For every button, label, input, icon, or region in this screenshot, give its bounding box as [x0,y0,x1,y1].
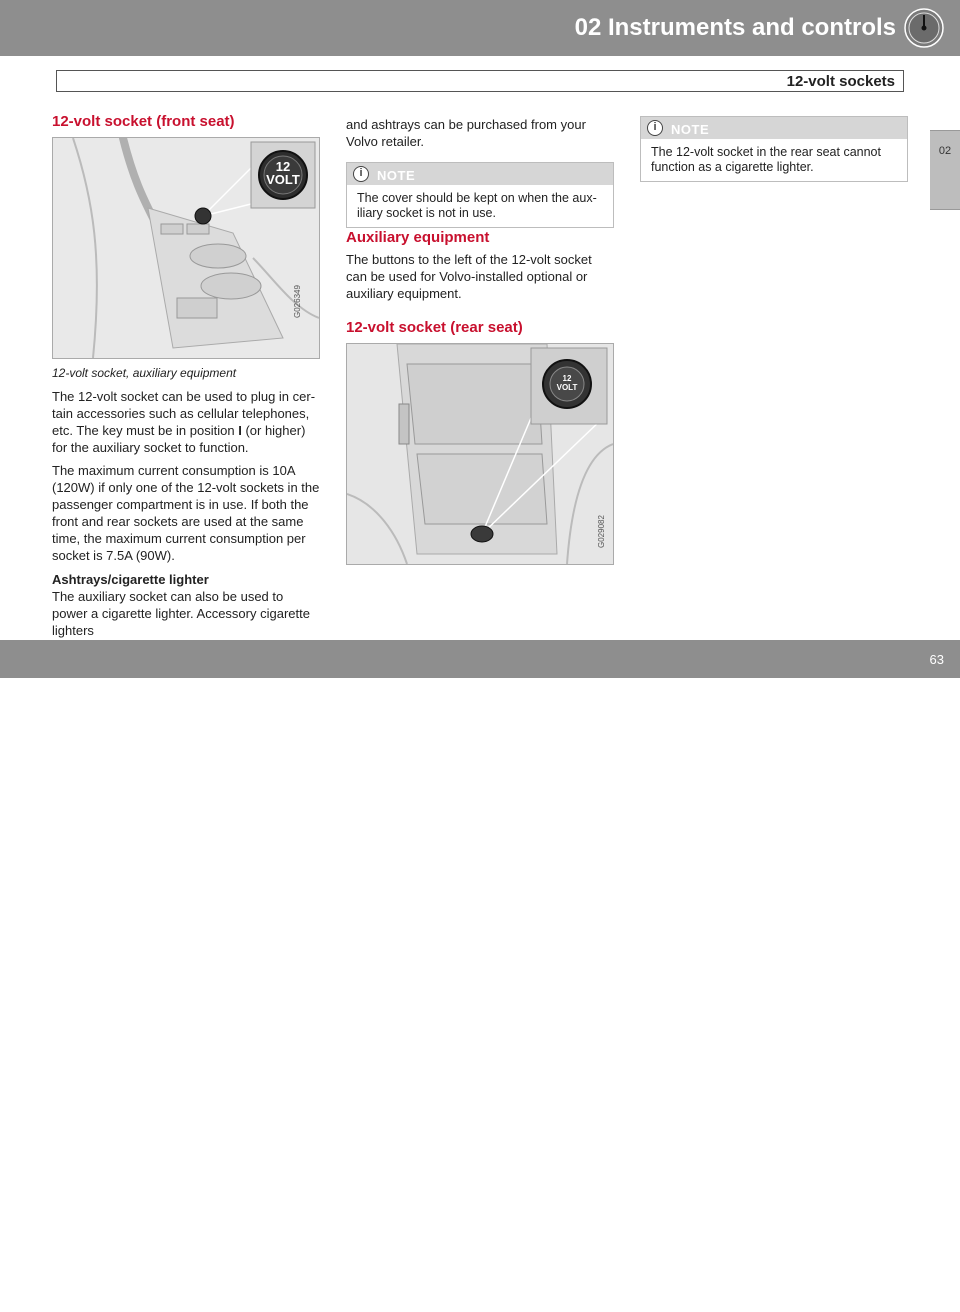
page-number: 63 [929,652,944,667]
rear-socket-heading: 12-volt socket (rear seat) [346,319,523,336]
cover-note [346,162,614,228]
rear-badge-line1: 12 [562,374,572,383]
note-header [641,117,907,139]
front-paragraph-1 [52,388,320,456]
info-icon: i [647,120,663,136]
note-header [347,163,613,185]
ashtray-subheading: Ashtrays/cigarette lighter [52,572,209,587]
front-paragraph-1-b: (or higher) for the auxiliary socket to function. [52,423,306,455]
rear-badge-line2: VOLT [556,383,578,392]
note-title: NOTE [377,168,416,183]
section-title: 12-volt sockets [786,73,895,90]
front-socket-figure [52,137,320,359]
chapter-title: 02 Instruments and controls [574,14,896,41]
section-header [56,70,904,92]
front-badge-line1: 12 [275,159,291,174]
rear-socket-figure [346,343,614,565]
key-position: I [238,423,242,438]
column-2 [346,112,614,565]
auxiliary-heading: Auxiliary equipment [346,229,490,246]
note-title: NOTE [671,122,710,137]
gauge-icon [902,6,946,50]
header-bar [0,0,960,56]
note-body: The cover should be kept on when the aux-iliary socket is not in use. [357,191,597,220]
rear-figure-code: G029082 [597,515,606,548]
watermark: carmanualsonline.info [560,1286,785,1311]
front-socket-heading: 12-volt socket (front seat) [52,113,235,130]
ashtray-paragraph-cont: and ashtrays can be purchased from your Volvo retailer. [346,117,586,149]
column-3 [640,112,908,182]
info-icon: i [353,166,369,182]
column-1 [52,112,320,639]
auxiliary-paragraph: The buttons to the left of the 12-volt socket can be used for Volvo-installed optional or auxiliary equipment. [346,252,592,301]
rear-socket-note [640,116,908,182]
front-paragraph-2: The maximum current consumption is 10A (120W) if only one of the 12-volt sockets in the passenger compartment is in use. If both the front and rear sockets are used at the same time, the maximum current consumption per socket is 7.5A (90W). [52,463,320,563]
rear-badge-text [545,374,589,392]
front-figure-caption: 12-volt socket, auxiliary equipment [52,366,237,380]
ashtray-paragraph: The auxiliary socket can also be used to power a cigarette lighter. Accessory cigarette lighters [52,589,310,638]
front-figure-code: G026349 [293,285,302,318]
front-badge-line2: VOLT [266,172,300,187]
front-paragraph-1-a: The 12-volt socket can be used to plug in cer-tain accessories such as cellular telephones, etc. The key must be in position [52,389,316,438]
footer-bar [0,640,960,1311]
chapter-tab [930,130,960,210]
chapter-tab-label: 02 [938,145,952,157]
note-body: The 12-volt socket in the rear seat cannot function as a cigarette lighter. [651,145,881,174]
front-badge-text [261,160,305,186]
